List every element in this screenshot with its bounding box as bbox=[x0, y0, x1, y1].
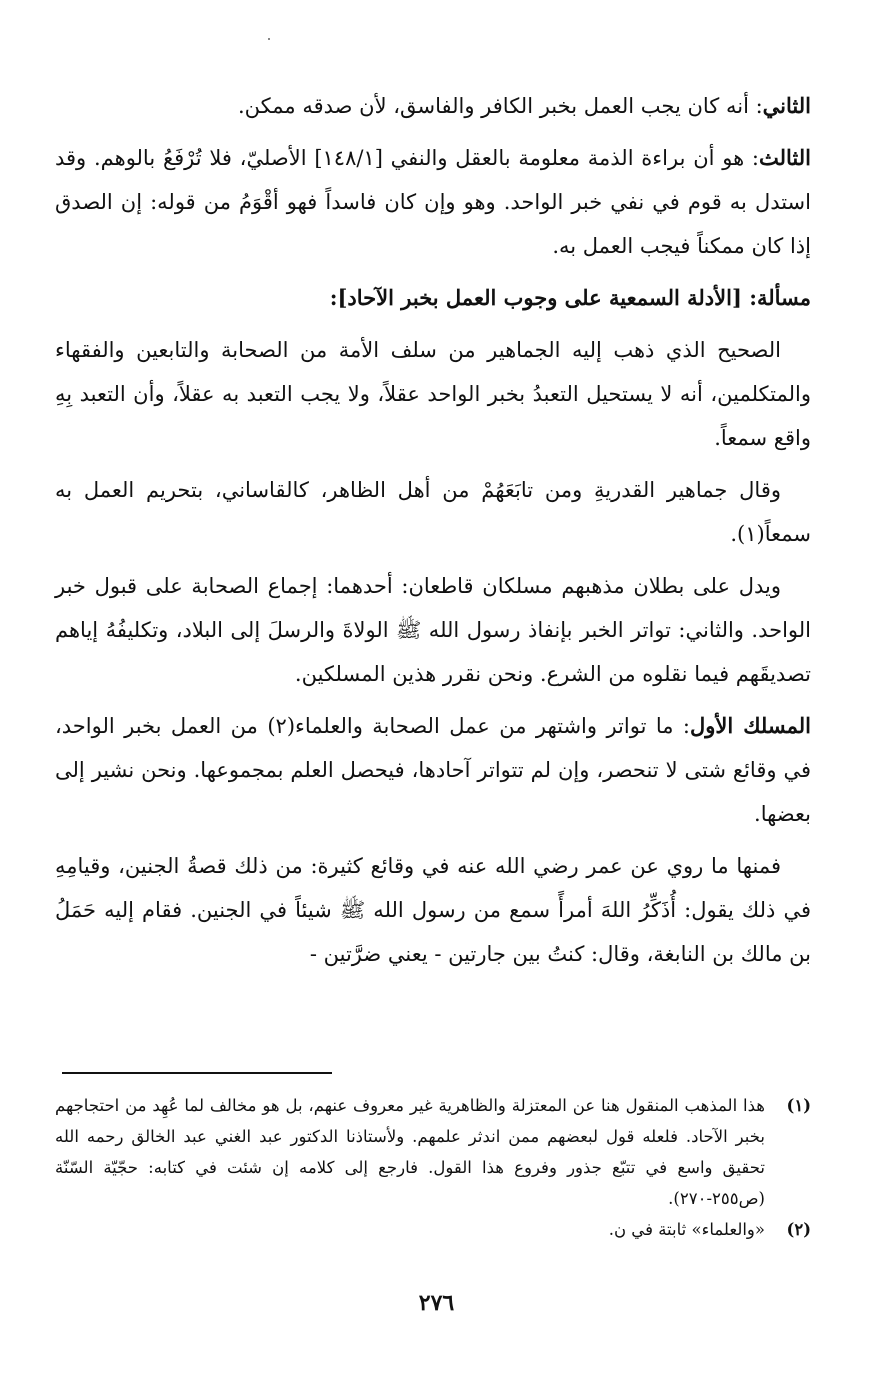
heading-lead: مسألة bbox=[756, 285, 811, 310]
heading-text: : [الأدلة السمعية على وجوب العمل بخبر الآحاد]: bbox=[329, 285, 757, 310]
paragraph-third-objection bbox=[55, 136, 811, 268]
paragraph-umar-narrations bbox=[55, 844, 811, 976]
section-heading bbox=[55, 276, 811, 320]
footnote-number: (٢) bbox=[786, 1220, 811, 1239]
paragraph-text: الصحيح الذي ذهب إليه الجماهير من سلف الأمة من الصحابة والتابعين والفقهاء والمتكلمين، أنه لا يستحيل التعبدُ بخبر الواحد عقلاً، ولا يجب التعبد به عقلاً، وأن التعبد بِهِ واقع سمعاً. bbox=[55, 338, 811, 450]
footnote-number: (١) bbox=[786, 1096, 811, 1115]
paragraph-lead: المسلك الأول bbox=[689, 713, 811, 738]
main-text bbox=[55, 84, 811, 984]
footnote-text: هذا المذهب المنقول هنا عن المعتزلة والظاهرية غير معروف عنهم، بل هو مخالف لما عُهِد من احتجاجهم بخبر الآحاد. فلعله قول لبعضهم ممن اندثر علمهم. ولأستاذنا الدكتور عبد الغني عبد الخالق رحمه الله تحقيق واسع في تتبّع جذور وفروع هذا القول. فارجع إلى كلامه إن شئت في كتابه: حجّيّة السّنّة (ص٢٥٥-٢٧٠). bbox=[55, 1096, 765, 1208]
paragraph-text: ويدل على بطلان مذهبهم مسلكان قاطعان: أحدهما: إجماع الصحابة على قبول خبر الواحد. والثاني: تواتر الخبر بإنفاذ رسول الله ﷺ الولاةَ والرسلَ إلى البلاد، وتكليفُهُ إياهم تصديقَهم فيما نقلوه من الشرع. ونحن نقرر هذين المسلكين. bbox=[55, 574, 811, 686]
paragraph-text: : أنه كان يجب العمل بخبر الكافر والفاسق، لأن صدقه ممكن. bbox=[238, 94, 763, 118]
paragraph-text: : ما تواتر واشتهر من عمل الصحابة والعلماء(٢) من العمل بخبر الواحد، في وقائع شتى لا تنحصر، وإن لم تتواتر آحادها، فيحصل العلم بمجموعها. ونحن نشير إلى بعضها. bbox=[55, 714, 811, 826]
footnote-divider bbox=[62, 1072, 332, 1074]
paragraph-opposing-view bbox=[55, 468, 811, 556]
paragraph-text: وقال جماهير القدريةِ ومن تابَعَهُمْ من أهل الظاهر، كالقاساني، بتحريم العمل به سمعاً(١). bbox=[55, 478, 811, 546]
paragraph-text: : هو أن براءة الذمة معلومة بالعقل والنفي [١٤٨/١] الأصليّ، فلا تُرْفَعُ بالوهم. وقد استدل به قوم في نفي خبر الواحد. وهو وإن كان فاسداً فهو أقْوَمُ من قوله: إن الصدق إذا كان ممكناً فيجب العمل به. bbox=[55, 146, 811, 258]
footnotes bbox=[55, 1090, 811, 1245]
paragraph-first-path bbox=[55, 704, 811, 836]
footnote-1 bbox=[55, 1090, 811, 1214]
page-number: ٢٧٦ bbox=[418, 1290, 455, 1316]
paragraph-text: فمنها ما روي عن عمر رضي الله عنه في وقائع كثيرة: من ذلك قصةُ الجنين، وقيامِهِ في ذلك يقول: أُذَكِّرُ اللهَ أمرأً سمع من رسول الله ﷺ شيئاً في الجنين. فقام إليه حَمَلُ بن مالك بن النابغة، وقال: كنتُ بين جارتين - يعني ضرَّتين - bbox=[55, 854, 811, 966]
footnote-2 bbox=[55, 1214, 811, 1245]
paragraph-two-paths bbox=[55, 564, 811, 696]
paragraph-second-objection bbox=[55, 84, 811, 128]
paragraph-correct-view bbox=[55, 328, 811, 460]
scan-speck bbox=[268, 38, 270, 40]
paragraph-lead: الثالث bbox=[758, 145, 811, 170]
footnote-text: «والعلماء» ثابتة في ن. bbox=[608, 1220, 765, 1239]
paragraph-lead: الثاني bbox=[762, 93, 811, 118]
